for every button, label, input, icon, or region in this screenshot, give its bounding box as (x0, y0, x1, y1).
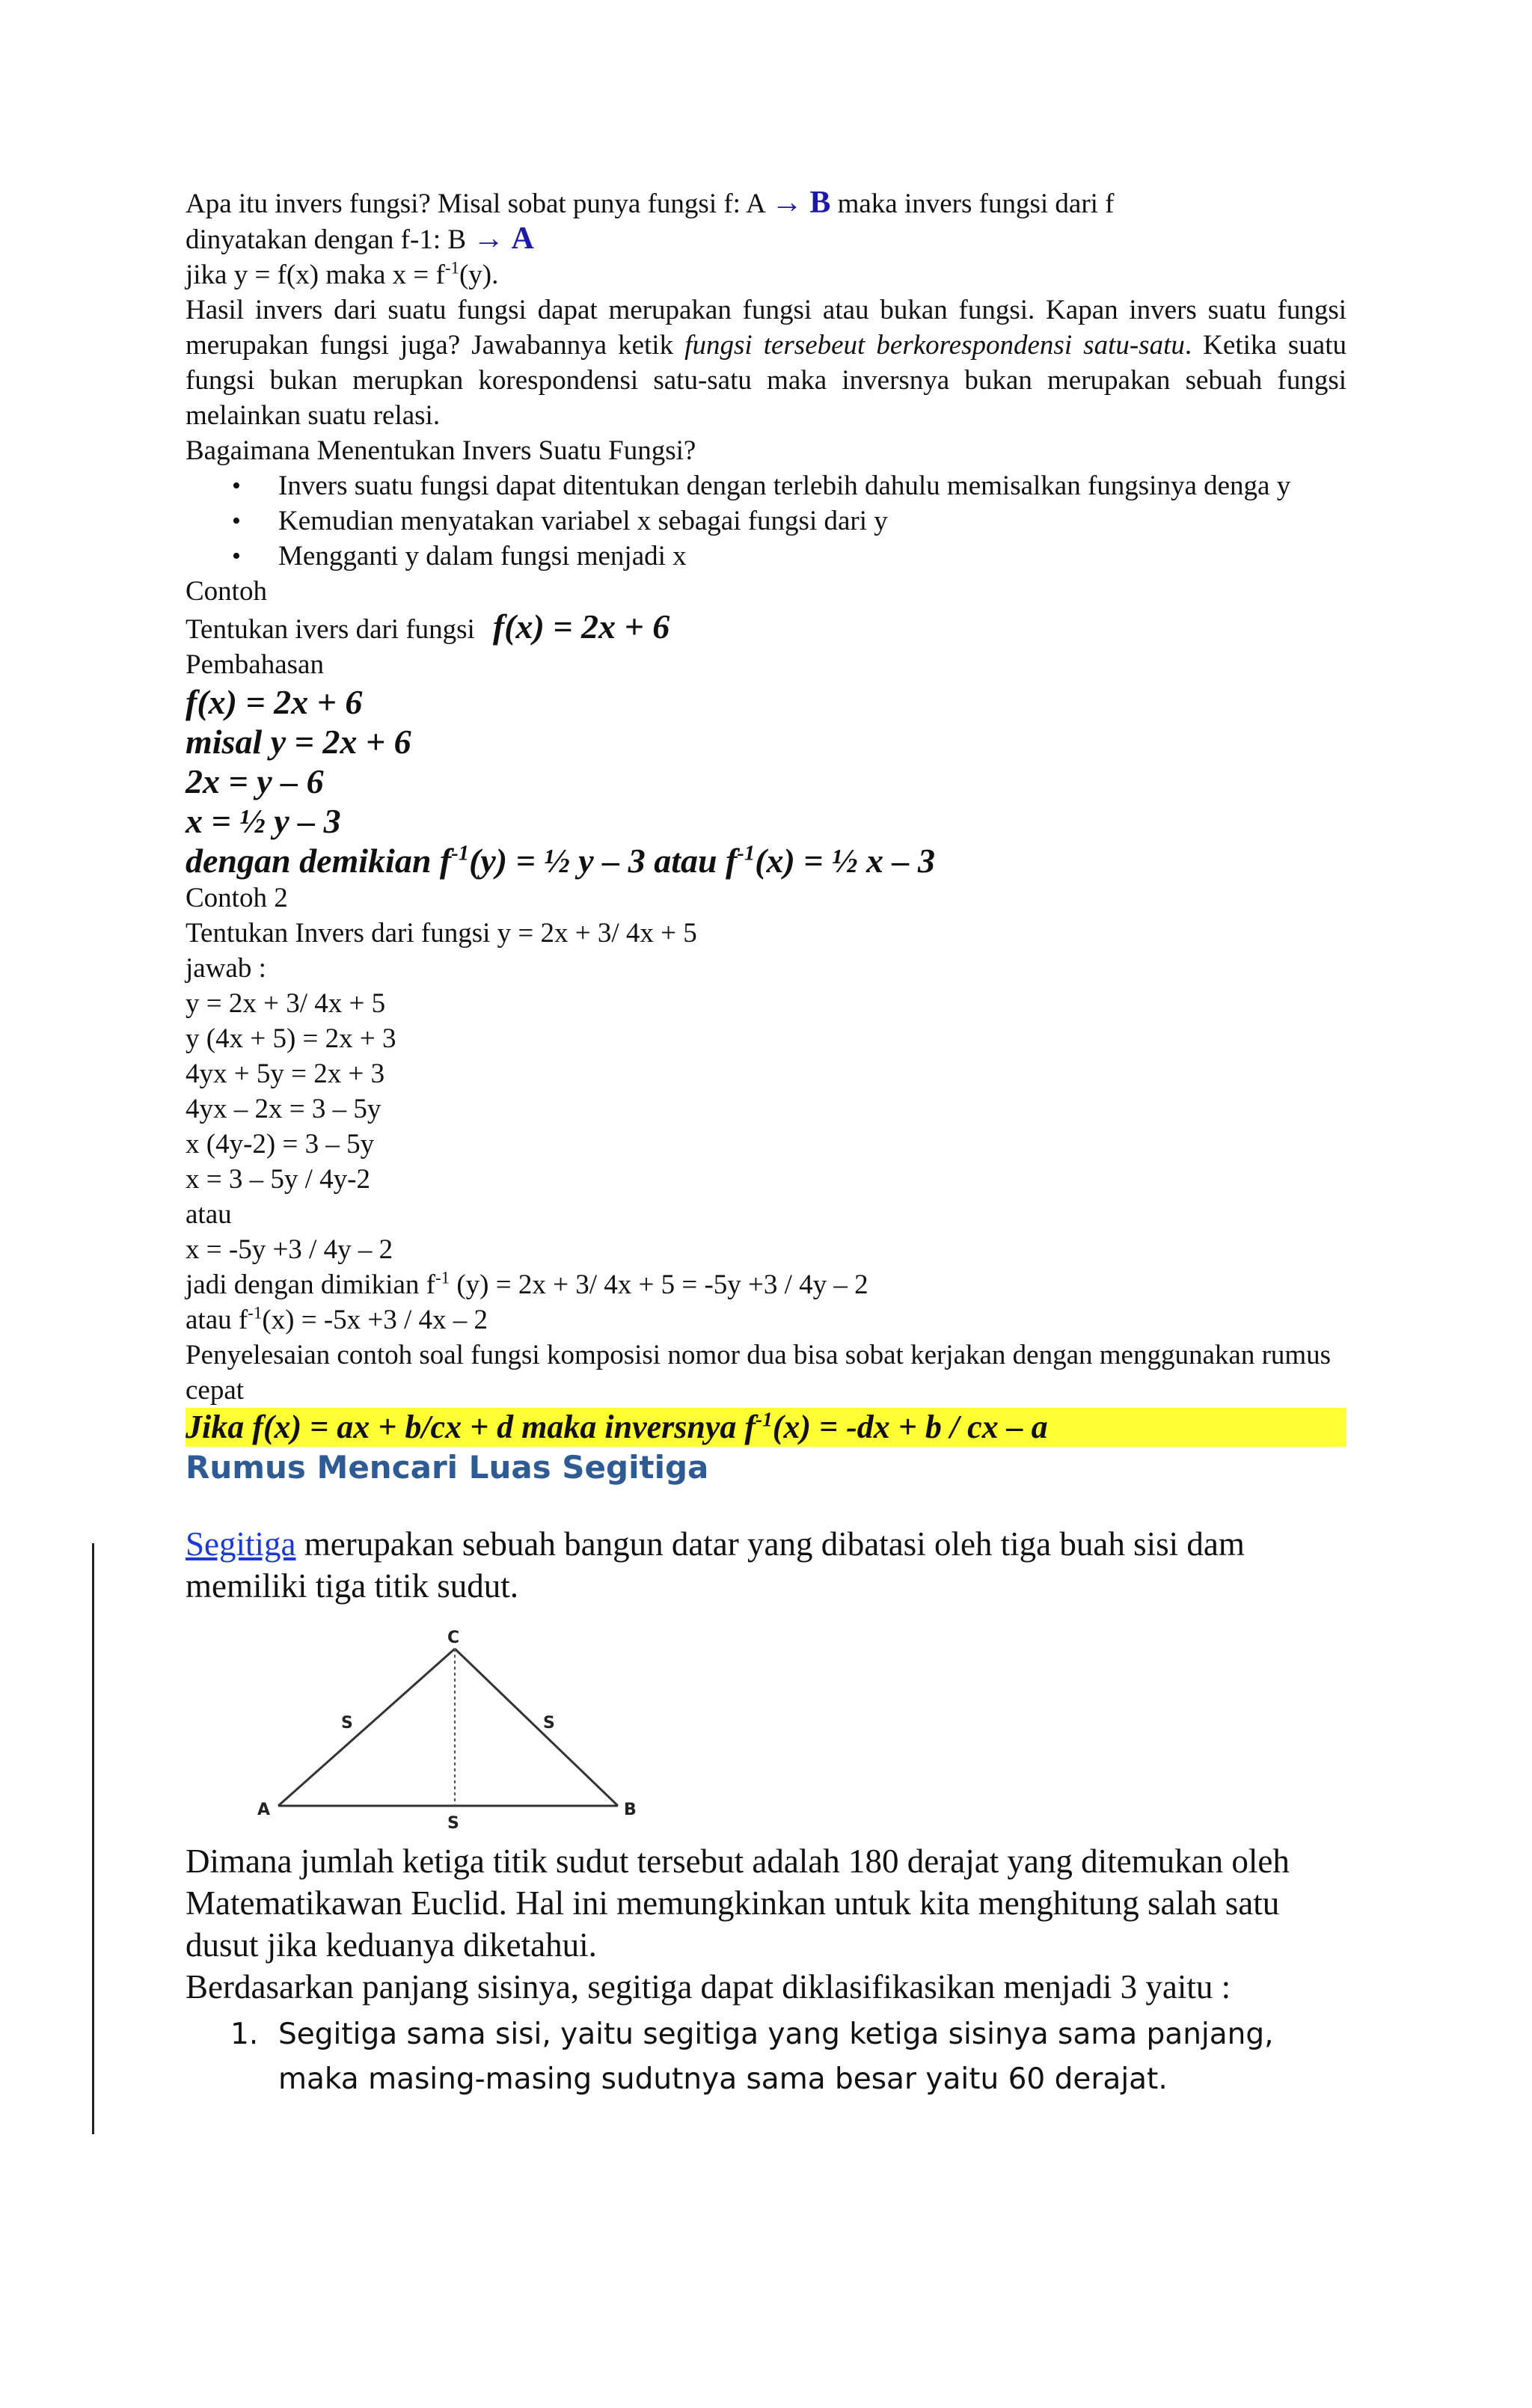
triangle-figure (186, 1626, 664, 1836)
conclusion-text-b: (y) = ½ y – 3 atau f (469, 842, 738, 880)
intro-line-1 (186, 186, 1346, 221)
classification-paragraph: Berdasarkan panjang sisinya, segitiga dapat diklasifikasikan menjadi 3 yaitu : (186, 1968, 1231, 2006)
work-line: y = 2x + 3/ 4x + 5 (186, 988, 386, 1019)
item-number: 1. (230, 2018, 259, 2051)
inverse-sup: -1 (737, 842, 756, 866)
work-line: x = 3 – 5y / 4y-2 (186, 1164, 370, 1195)
math-conclusion (186, 841, 1346, 880)
intro-line-3 (186, 257, 1346, 292)
vertex-label-c: C (447, 1629, 460, 1647)
example2-task: Tentukan Invers dari fungsi y = 2x + 3/ 4x + 5 (186, 918, 697, 949)
side-label-left: S (341, 1714, 353, 1733)
discussion-label: Pembahasan (186, 649, 324, 680)
work-line: atau (186, 1199, 232, 1230)
work-line: x = -5y +3 / 4y – 2 (186, 1234, 393, 1265)
list-item: • Invers suatu fungsi dapat ditentukan dengan terlebih dahulu memisalkan fungsinya denga y (278, 468, 1346, 503)
answer-label: jawab : (186, 953, 266, 984)
result-text-b: (x) = -5x +3 / 4x – 2 (262, 1305, 488, 1335)
closing-paragraph: Penyelesaian contoh soal fungsi komposisi nomor dua bisa sobat kerjakan dengan menggunakan rumus cepat (186, 1340, 1332, 1406)
intro-text-post: maka invers fungsi dari f (830, 189, 1115, 219)
work-line: y (4x + 5) = 2x + 3 (186, 1023, 396, 1054)
para-italic: fungsi tersebeut berkorespondensi satu-satu (684, 330, 1185, 361)
inverse-sup: -1 (435, 1268, 450, 1287)
result-text: jadi dengan dimikian f (186, 1269, 435, 1300)
inverse-sup: -1 (444, 258, 459, 278)
segitiga-link[interactable]: Segitiga (186, 1525, 296, 1563)
triangle-side-right (455, 1649, 618, 1806)
base-label: S (447, 1814, 459, 1833)
triangle-intro (186, 1523, 1346, 1607)
item-text: Segitiga sama sisi, yaitu segitiga yang ketiga sisinya sama panjang, maka masing-masing sudutnya sama besar yaitu 60 derajat. (278, 2018, 1274, 2096)
intro-line-2-text: dinyatakan dengan f-1: B (186, 224, 474, 255)
shortcut-text-b: (x) = -dx + b / cx – a (772, 1409, 1048, 1445)
arrow-icon: → (771, 186, 803, 220)
triangle-types-list (186, 2012, 1346, 2102)
math-line: x = ½ y – 3 (186, 802, 341, 840)
math-line: f(x) = 2x + 6 (186, 683, 363, 721)
triangle-intro-text: merupakan sebuah bangun datar yang dibatasi oleh tiga buah sisi dam memiliki tiga titik sudut. (186, 1525, 1245, 1605)
set-a-label: A (511, 221, 534, 256)
task-formula: f(x) = 2x + 6 (492, 607, 670, 646)
inverse-sup: -1 (248, 1303, 263, 1323)
para-text-b: . Ketika suatu fungsi bukan merupkan korespondensi satu-satu maka inversnya bukan merupakan sebuah fungsi melainkan suatu relasi. (186, 330, 1346, 431)
intro-paragraph (186, 292, 1346, 433)
vertex-label-a: A (257, 1801, 271, 1819)
example2-label: Contoh 2 (186, 883, 288, 913)
euclid-paragraph: Dimana jumlah ketiga titik sudut tersebut adalah 180 derajat yang ditemukan oleh Matematikawan Euclid. Hal ini memungkinkan untuk kita menghitung salah satu dusut jika keduanya diketahui. (186, 1842, 1290, 1964)
intro-line-3-post: (y). (459, 260, 499, 290)
inverse-sup: -1 (451, 842, 470, 866)
work-line: 4yx + 5y = 2x + 3 (186, 1059, 385, 1089)
conclusion-text-c: (x) = ½ x – 3 (755, 842, 936, 880)
shortcut-formula (186, 1408, 1346, 1447)
example-task (186, 609, 1346, 647)
example-label: Contoh (186, 576, 267, 607)
math-line: misal y = 2x + 6 (186, 723, 411, 761)
list-item: • Mengganti y dalam fungsi menjadi x (278, 539, 1346, 574)
result-text: atau f (186, 1305, 248, 1335)
set-b-label: B (809, 186, 831, 220)
document-body (186, 186, 1346, 2102)
result-line-2 (186, 1302, 1346, 1338)
revision-bar (92, 1543, 94, 2134)
question-line: Bagaimana Menentukan Invers Suatu Fungsi? (186, 435, 696, 466)
para-text: Hasil invers dari suatu fungsi dapat merupakan fungsi atau bukan fungsi. Kapan invers suatu fungsi merupakan fungsi juga? Jawabannya ketik (186, 295, 1346, 361)
list-item (230, 2012, 1346, 2102)
intro-text: Apa itu invers fungsi? Misal sobat punya fungsi f: A (186, 189, 772, 219)
work-line: 4yx – 2x = 3 – 5y (186, 1094, 382, 1124)
steps-list (186, 468, 1346, 574)
triangle-side-left (278, 1649, 455, 1806)
vertex-label-b: B (624, 1801, 637, 1819)
result-line-1 (186, 1267, 1346, 1302)
shortcut-text: Jika f(x) = ax + b/cx + d maka inversnya f (186, 1409, 756, 1445)
math-line: 2x = y – 6 (186, 762, 324, 800)
inverse-sup: -1 (756, 1408, 773, 1431)
work-line: x (4y-2) = 3 – 5y (186, 1129, 375, 1159)
section-heading: Rumus Mencari Luas Segitiga (186, 1449, 709, 1486)
task-text: Tentukan ivers dari fungsi (186, 614, 475, 645)
intro-line-3-text: jika y = f(x) maka x = f (186, 260, 445, 290)
side-label-right: S (543, 1714, 555, 1733)
intro-line-2 (186, 221, 1346, 257)
conclusion-text: dengan demikian f (186, 842, 452, 880)
arrow-icon: → (473, 221, 505, 256)
list-item: • Kemudian menyatakan variabel x sebagai fungsi dari y (278, 503, 1346, 539)
result-text-b: (y) = 2x + 3/ 4x + 5 = -5y +3 / 4y – 2 (450, 1269, 868, 1300)
